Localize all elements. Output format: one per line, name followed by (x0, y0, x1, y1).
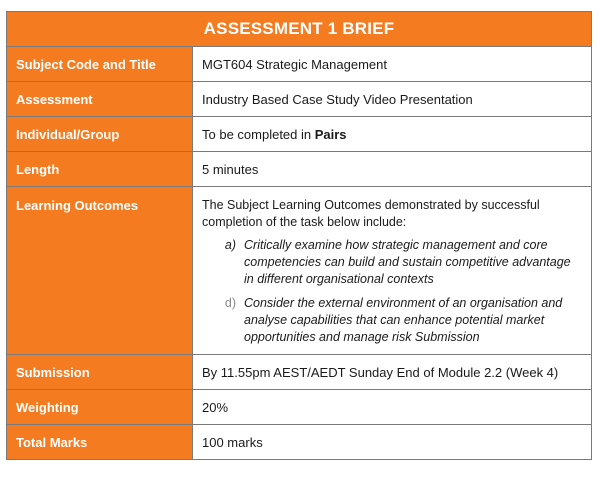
row-individual-group (7, 117, 591, 152)
learning-outcome-item (202, 237, 582, 288)
submission-value: By 11.55pm AEST/AEDT Sunday End of Module 2.2 (Week 4) (202, 364, 559, 380)
learning-outcome-item (202, 295, 582, 346)
length-value: 5 minutes (202, 161, 259, 177)
assessment-brief-table (6, 11, 592, 460)
learning-outcome-marker: d) (224, 296, 236, 310)
learning-outcomes-intro: The Subject Learning Outcomes demonstrated by successful completion of the task below include: (202, 198, 540, 229)
row-length (7, 152, 591, 187)
length-label: Length (7, 152, 193, 186)
learning-outcome-text: Consider the external environment of an organisation and analyse capabilities that can enhance potential market opportunities and manage risk Submission (244, 296, 563, 344)
row-subject (7, 47, 591, 82)
weighting-value: 20% (202, 399, 229, 415)
row-total-marks (7, 425, 591, 459)
learning-outcomes-label: Learning Outcomes (7, 187, 193, 354)
row-submission (7, 355, 591, 390)
individual-group-label: Individual/Group (7, 117, 193, 151)
assessment-value: Industry Based Case Study Video Presentation (202, 91, 473, 107)
individual-group-prefix: To be completed in (202, 126, 315, 142)
row-assessment (7, 82, 591, 117)
subject-value: MGT604 Strategic Management (202, 56, 387, 72)
submission-label: Submission (7, 355, 193, 389)
learning-outcome-text: Critically examine how strategic management and core competencies can build and sustain competitive advantage in different organisational contexts (244, 238, 571, 286)
row-learning-outcomes (7, 187, 591, 355)
assessment-label: Assessment (7, 82, 193, 116)
weighting-label: Weighting (7, 390, 193, 424)
individual-group-pairs: Pairs (314, 126, 347, 142)
learning-outcomes-value (193, 187, 591, 354)
total-marks-value: 100 marks (202, 434, 263, 450)
brief-title: ASSESSMENT 1 BRIEF (7, 12, 591, 47)
subject-label: Subject Code and Title (7, 47, 193, 81)
individual-group-value (193, 117, 591, 151)
learning-outcomes-list (202, 237, 582, 346)
learning-outcome-marker: a) (224, 238, 236, 252)
row-weighting (7, 390, 591, 425)
total-marks-label: Total Marks (7, 425, 193, 459)
